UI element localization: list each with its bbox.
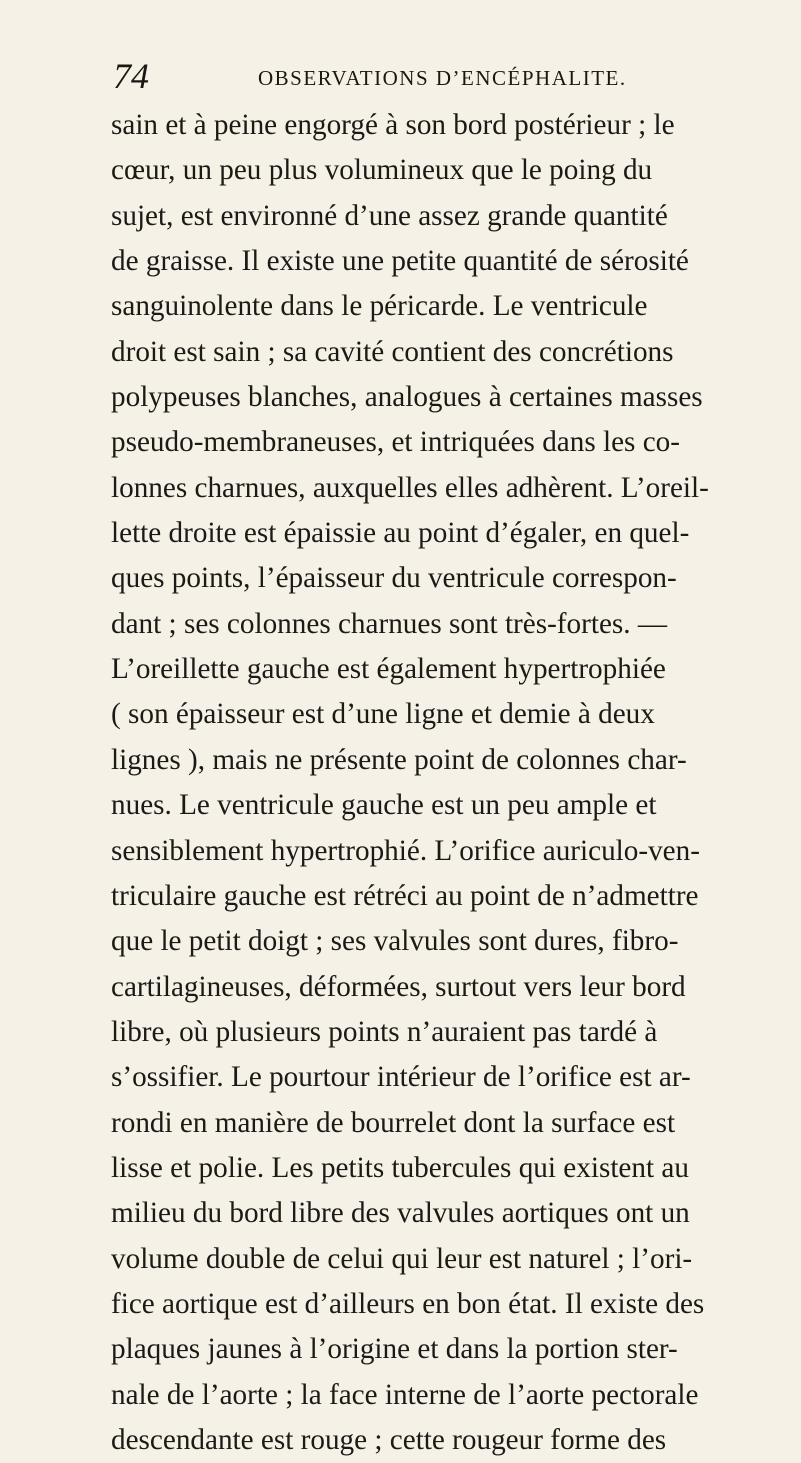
text-line: sujet, est environné d’une assez grande quantité	[111, 199, 668, 232]
text-line: L’oreillette gauche est également hypertrophiée	[111, 653, 666, 686]
text-line: milieu du bord libre des valvules aortiques ont un	[111, 1197, 690, 1230]
text-line: sain et à peine engorgé à son bord postérieur ; le	[111, 109, 675, 141]
text-line: nues. Le ventricule gauche est un peu ample et	[111, 789, 657, 822]
text-line: sanguinolente dans le péricarde. Le ventricule	[111, 290, 648, 323]
text-line: ques points, l’épaisseur du ventricule correspon-	[111, 562, 677, 595]
text-line: polypeuses blanches, analogues à certaines masses	[111, 381, 703, 414]
text-line: plaques jaunes à l’origine et dans la portion ster-	[111, 1333, 678, 1366]
body-text	[111, 103, 801, 1463]
page-header	[113, 56, 713, 106]
text-line: pseudo-membraneuses, et intriquées dans les co-	[111, 426, 680, 459]
text-line: nale de l’aorte ; la face interne de l’aorte pectorale	[111, 1378, 699, 1411]
text-line: volume double de celui qui leur est naturel ; l’ori-	[111, 1242, 693, 1275]
text-line: cœur, un peu plus volumineux que le poing du	[111, 154, 653, 187]
text-line: droit est sain ; sa cavité contient des concrétions	[111, 335, 674, 368]
text-line: fice aortique est d’ailleurs en bon état. Il existe des	[111, 1287, 705, 1320]
text-line: lette droite est épaissie au point d’égaler, en quel-	[111, 517, 690, 550]
text-line: de graisse. Il existe une petite quantité de sérosité	[111, 245, 689, 278]
text-line: triculaire gauche est rétréci au point de n’admettre	[111, 879, 699, 912]
text-line: cartilagineuses, déformées, surtout vers leur bord	[111, 970, 686, 1003]
text-line: s’ossifier. Le pourtour intérieur de l’orifice est ar-	[111, 1061, 691, 1094]
text-line: sensiblement hypertrophié. L’orifice auriculo-ven-	[111, 834, 700, 867]
text-line: lisse et polie. Les petits tubercules qui existent au	[111, 1151, 689, 1184]
text-line: rondi en manière de bourrelet dont la surface est	[111, 1106, 676, 1139]
running-head: OBSERVATIONS D’ENCÉPHALITE.	[258, 66, 627, 90]
text-line: ( son épaisseur est d’une ligne et demie à deux	[111, 698, 655, 731]
text-line: descendante est rouge ; cette rougeur forme des	[111, 1423, 667, 1456]
page-number: 74	[113, 56, 149, 96]
text-line: dant ; ses colonnes charnues sont très-fortes. —	[111, 607, 668, 640]
text-line: lonnes charnues, auxquelles elles adhèrent. L’oreil-	[111, 471, 709, 504]
text-line: libre, où plusieurs points n’auraient pas tardé à	[111, 1015, 658, 1048]
text-line: lignes ), mais ne présente point de colonnes char-	[111, 743, 687, 776]
text-line: que le petit doigt ; ses valvules sont dures, fibro-	[111, 925, 679, 958]
